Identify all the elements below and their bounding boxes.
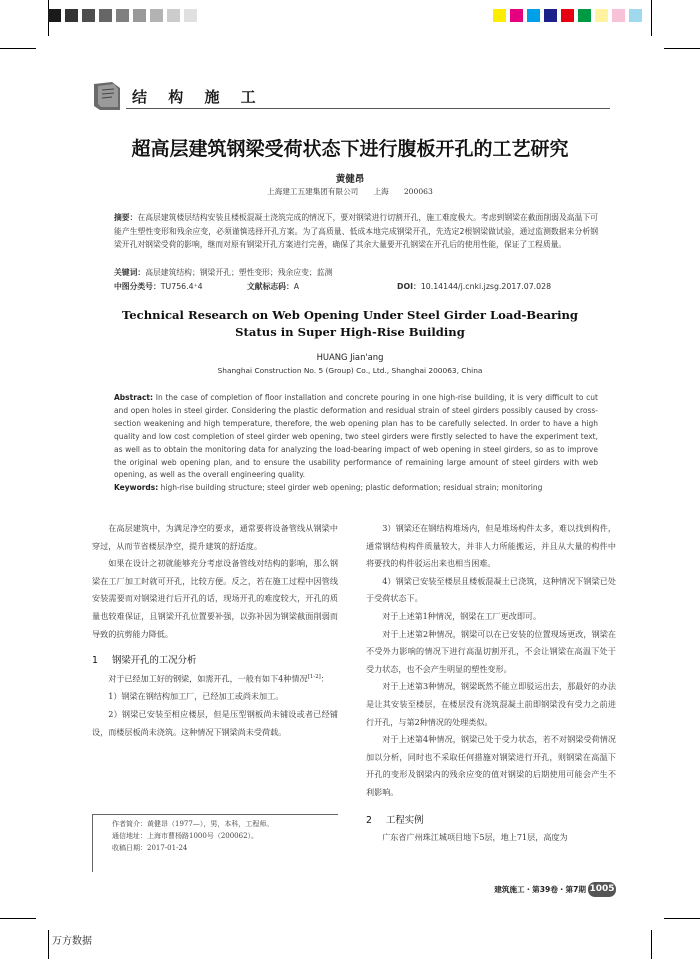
abstract-cn-text: 在高层建筑楼层结构安装且楼板混凝土浇筑完成的情况下，要对钢梁进行切割开孔，施工难度极大。考虑到钢梁在截面削弱及高温下可能产生塑性变形和残余应变，必须谨慎选择开孔方案。为了高质量、低成本地完成钢梁开孔，先选定2根钢梁做试验，通过监测数据来分析钢梁开孔对钢梁受荷的影响，继而对原有钢梁开孔方案进行完善，确保了其余大量要开孔钢梁在开孔后的使用性能，保证了工程质量。 (114, 213, 598, 249)
color-swatch (544, 9, 557, 22)
doi-label: DOI： (397, 282, 421, 291)
crop-mark (664, 918, 700, 919)
body-paragraph: 对于上述第3种情况，钢梁既然不能立即驳运出去，那最好的办法是让其安装至楼层，在楼层没有浇筑混凝土前即钢梁没有受力之前进行开孔，与第2种情况的处理类似。 (366, 681, 616, 727)
color-swatch (561, 9, 574, 22)
section-number: 2 (366, 814, 372, 826)
abstract-en-text: In the case of completion of floor installation and concrete pouring in one high-rise building, it is very difficult to cut and open holes in steel girder. Considering the plastic deformation and residual strain of steel girders possibly caused by cross-section weakening and high temperature, therefore, the web opening plan has to be carefully selected. In order to have a high quality and low cost completion of steel girder web opening, two steel girders were firstly selected to have the experiment text, as well as to obtain the monitoring data for analyzing the load-bearing impact of web opening in steel girders, so as to improve the original web opening plan, and to ensure the usability performance of remaining large amount of steel girders with web opening, as well as the overall engineering quality. (114, 393, 598, 480)
body-paragraph: 在高层建筑中，为满足净空的要求，通常要将设备管线从钢梁中穿过，从而节省楼层净空，提升建筑的舒适度。 (92, 523, 338, 551)
crop-mark (0, 918, 36, 919)
crop-mark (0, 48, 36, 49)
section-heading-text: 钢梁开孔的工况分析 (112, 655, 197, 667)
keywords-cn (114, 266, 598, 279)
doi-value: 10.14144/j.cnki.jzsg.2017.07.028 (420, 282, 552, 291)
footnote-address: 通信地址：上海市曹杨路1000号（200062）。 (112, 832, 259, 840)
color-swatch (527, 9, 540, 22)
body-paragraph: 对于上述第1种情况，钢梁在工厂更改即可。 (382, 610, 542, 621)
article-title-en-line2: Status in Super High-Rise Building (235, 325, 465, 339)
body-paragraph: 如果在设计之初就能够充分考虑设备管线对结构的影响，那么钢梁在工厂加工时就可开孔，比较方便。反之，若在施工过程中因管线安装需要而对钢梁进行后开孔的话，现场开孔的难度较大，开孔的质量也较难保证，且钢梁开孔位置要补强，以弥补因为钢梁截面削弱而导致的抗剪能力降低。 (92, 558, 338, 639)
footnote-rule (92, 814, 338, 815)
abstract-cn (114, 211, 598, 252)
article-title-cn: 超高层建筑钢梁受荷状态下进行腹板开孔的工艺研究 (131, 138, 569, 160)
keywords-en-text: high-rise building structure; steel girder web opening; plastic deformation; residual strain; monitoring (158, 483, 543, 493)
gray-swatch (116, 9, 129, 22)
body-paragraph (92, 669, 338, 688)
body-paragraph-end: ： (320, 673, 329, 684)
footnote-bracket (92, 814, 93, 872)
gray-swatch (82, 9, 95, 22)
body-paragraph: 2）钢梁已安装至相应楼层，但是压型钢板尚未铺设或者已经铺设，而楼层板尚未浇筑。这种情况下钢梁尚未受荷载。 (92, 709, 338, 737)
gray-swatch (133, 9, 146, 22)
keywords-cn-label: 关键词： (114, 268, 146, 277)
author-en: HUANG Jian'ang (316, 352, 384, 362)
body-paragraph: 3）钢梁还在钢结构堆场内，但是堆场构件太多，难以找到构件，通常钢结构构件质量较大，并非人力所能搬运，并且从大量的构件中将要找的构件驳运出来也相当困难。 (366, 523, 616, 569)
footnote-author-bio: 作者简介：黄健昂（1977—），男，本科，工程师。 (112, 820, 274, 828)
page-footer (470, 882, 616, 898)
color-swatch (595, 9, 608, 22)
gray-swatch (150, 9, 163, 22)
body-paragraph: 广东省广州珠江城项目地下5层，地上71层，高度为 (382, 831, 568, 842)
book-icon (92, 80, 126, 112)
page-number: 1005 (588, 882, 616, 897)
doc-code-label: 文献标志码： (247, 282, 294, 291)
body-paragraph: 对于上述第4种情况，钢梁已处于受力状态，若不对钢梁受荷情况加以分析，同时也不采取任何措施对钢梁进行开孔，则钢梁在高温下开孔的变形及钢梁内的残余应变的值对钢梁的后期使用可能会产生不利影响。 (366, 734, 616, 797)
section-number: 1 (92, 655, 98, 667)
crop-mark (664, 48, 700, 49)
affiliation-cn: 上海建工五建集团有限公司 上海 200063 (267, 187, 433, 196)
color-swatch (493, 9, 506, 22)
gray-swatch (184, 9, 197, 22)
keywords-en-label: Keywords: (114, 483, 159, 493)
author-cn: 黄健昂 (335, 174, 365, 185)
abstract-en (114, 392, 598, 495)
body-paragraph: 4）钢梁已安装至楼层且楼板混凝土已浇筑，这种情况下钢梁已处于受荷状态下。 (366, 575, 616, 604)
section-title: 结 构 施 工 (132, 88, 264, 106)
section-header (92, 80, 612, 120)
section-heading-1 (92, 652, 338, 669)
body-right-column (366, 520, 616, 846)
crop-mark (651, 0, 652, 36)
gray-swatch (167, 9, 180, 22)
color-swatch (510, 9, 523, 22)
clc-value: TU756.4⁺4 (160, 282, 203, 291)
abstract-cn-label: 摘要： (114, 213, 138, 222)
abstract-en-label: Abstract: (114, 393, 154, 402)
body-left-column (92, 520, 338, 741)
color-swatch (629, 9, 642, 22)
journal-info: 建筑施工・第39卷・第7期 (494, 885, 586, 894)
section-rule (126, 108, 610, 109)
article-title-en-line1: Technical Research on Web Opening Under Steel Girder Load-Bearing (121, 308, 579, 322)
citation-ref: [1-2] (307, 674, 321, 681)
gray-swatch (65, 9, 78, 22)
section-heading-text: 工程实例 (386, 814, 424, 826)
keywords-cn-text: 高层建筑结构；钢梁开孔；塑性变形；残余应变；监测 (145, 268, 333, 277)
author-footnote (112, 818, 338, 854)
section-heading-2 (366, 812, 616, 829)
crop-mark (651, 930, 652, 959)
body-paragraph-text: 对于已经加工好的钢梁，如需开孔，一般有如下4种情况 (108, 673, 308, 684)
color-swatch (612, 9, 625, 22)
doc-code-value: A (293, 282, 300, 291)
gray-swatch (99, 9, 112, 22)
affiliation-en: Shanghai Construction No. 5 (Group) Co., Ltd., Shanghai 200063, China (217, 366, 483, 375)
gray-swatch (48, 9, 61, 22)
crop-mark (48, 930, 49, 959)
body-paragraph: 对于上述第2种情况，钢梁可以在已安装的位置现场更改，钢梁在不受外力影响的情况下进行高温切割开孔，不会让钢梁在高温下处于受力状态，也不会产生明显的塑性变形。 (366, 628, 616, 674)
watermark: 万方数据 (52, 936, 92, 947)
footnote-received-date: 收稿日期：2017-01-24 (112, 844, 188, 852)
body-paragraph: 1）钢梁在钢结构加工厂，已经加工或尚未加工。 (108, 691, 284, 702)
color-swatch (578, 9, 591, 22)
clc-label: 中图分类号： (114, 282, 161, 291)
